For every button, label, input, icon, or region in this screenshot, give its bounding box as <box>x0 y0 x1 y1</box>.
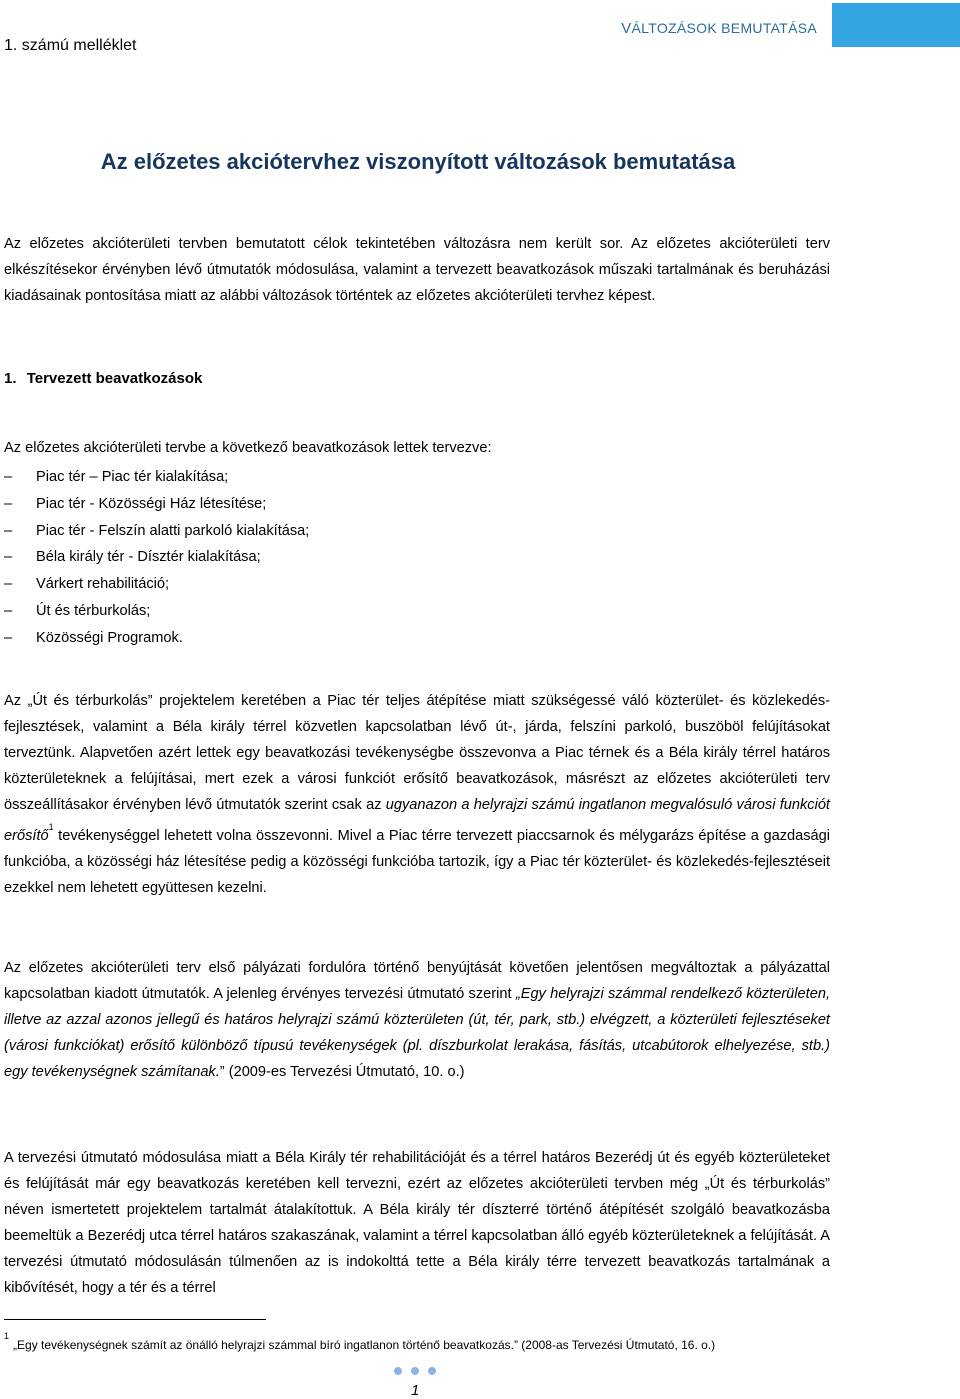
section-title: Tervezett beavatkozások <box>26 370 203 387</box>
list-item: – Közösségi Programok. <box>4 625 309 652</box>
list-item: – Piac tér - Közösségi Ház létesítése; <box>4 491 309 518</box>
dot-icon <box>428 1367 436 1375</box>
section-heading <box>4 370 202 387</box>
paragraph-guidelines-part1: Az előzetes akcióterületi terv első pályázati fordulóra történő benyújtását követően jelentősen megváltoztak a pályázattal kapcsolatban kiadott útmutatók. A jelenleg érvényes tervezési útmutató szerint <box>4 960 830 1002</box>
annex-label: 1. számú melléklet <box>4 37 137 54</box>
footnote-divider <box>4 1319 266 1320</box>
list-intro: Az előzetes akcióterületi tervbe a következő beavatkozások lettek tervezve: <box>4 440 492 456</box>
paragraph-bela-kiraly: A tervezési útmutató módosulása miatt a Béla Király tér rehabilitációját és a térrel határos Bezerédj út és egyéb közterületeket és felújítását már egy beavatkozás keretében kell tervezni, ezért az előzetes akcióterületi tervben még „Út és térburkolás” néven ismertetett projektelem tartalmát átalakítottuk. A Béla király tér díszterré történő átépítését szolgáló beavatkozásba beemeltük a Bezerédj utca térrel határos szakaszának, valamint a térrel kapcsolatban álló egyéb közterületeknek a felújítását. A tervezési útmutató módosulásán túlmenően az is indokolttá tette a Béla király térre tervezett beavatkozás tartalmának a kibővítését, hogy a tér és a térrel <box>4 1150 830 1296</box>
list-item: – Várkert rehabilitáció; <box>4 571 309 598</box>
section-number: 1. <box>4 370 17 387</box>
running-title-initial: V <box>621 20 632 37</box>
paragraph-road-paving <box>4 688 830 901</box>
dot-icon <box>411 1367 419 1375</box>
list-item: – Piac tér – Piac tér kialakítása; <box>4 464 309 491</box>
footnote <box>4 1331 834 1352</box>
footnote-reference[interactable]: 1 <box>48 822 54 832</box>
header-accent-box <box>832 3 960 47</box>
page-dots-decoration <box>394 1367 444 1377</box>
intro-paragraph: Az előzetes akcióterületi tervben bemutatott célok tekintetében változásra nem került sor. Az előzetes akcióterületi terv elkészítésekor érvényben lévő útmutatók módosulása, valamint a tervezett beavatkozások műszaki tartalmának és beruházási kiadásainak pontosítása miatt az alábbi változások történtek az előzetes akcióterületi tervhez képest. <box>4 236 830 304</box>
paragraph-road-paving-italic: ugyanazon a helyrajzi számú ingatlanon megvalósuló városi funkciót erősítő <box>4 797 830 844</box>
running-title-rest: ÁLTOZÁSOK BEMUTATÁSA <box>631 20 817 36</box>
paragraph-guidelines-part2: ” (2009-es Tervezési Útmutató, 10. o.) <box>219 1064 465 1080</box>
list-item: – Béla király tér - Dísztér kialakítása; <box>4 544 309 571</box>
footnote-text: „Egy tevékenységnek számít az önálló helyrajzi számmal bíró ingatlanon történő beavatkozás.” (2008-as Tervezési Útmutató, 16. o.) <box>13 1338 716 1352</box>
paragraph-guidelines-quote: „Egy helyrajzi számmal rendelkező közterületen, illetve az azzal azonos jellegű és határos helyrajzi számú közterületen (út, tér, park, stb.) elvégzett, a közterületi fejlesztéseket (városi funkciókat) erősítő különböző típusú tevékenységek (pl. díszburkolat lerakása, fásítás, utcabútorok elhelyezése, stb.) egy tevékenységnek számítanak. <box>4 986 830 1080</box>
page-number: 1 <box>411 1382 420 1399</box>
footnote-number: 1 <box>4 1331 10 1341</box>
intervention-list <box>4 464 309 652</box>
paragraph-road-paving-part1: Az „Út és térburkolás” projektelem keretében a Piac tér teljes átépítése miatt szükségessé váló közterület- és közlekedés-fejlesztések, valamint a Béla király térrel közvetlen kapcsolatban lévő út-, járda, felszíni parkoló, buszöböl felújításokat terveztünk. Alapvetően azért lettek egy beavatkozási tevékenységbe összevonva a Piac térnek és a Béla király térrel határos közterületeknek a felújításai, mert ezek a városi funkciót erősítő beavatkozások, másrészt az előzetes akcióterületi terv összeállításakor érvényben lévő útmutatók szerint csak az <box>4 693 830 813</box>
running-title <box>621 20 817 37</box>
document-title: Az előzetes akciótervhez viszonyított változások bemutatása <box>100 149 736 174</box>
list-item: – Piac tér - Felszín alatti parkoló kialakítása; <box>4 518 309 545</box>
paragraph-road-paving-part2: tevékenységgel lehetett volna összevonni. Mivel a Piac térre tervezett piaccsarnok és mélygarázs építése a gazdasági funkcióba, a közösségi ház létesítése pedig a közösségi funkcióba tartozik, így a Piac tér közterület- és közlekedés-fejlesztéseit ezekkel nem lehetett együttesen kezelni. <box>4 827 830 896</box>
list-item: – Út és térburkolás; <box>4 598 309 625</box>
paragraph-guidelines <box>4 955 830 1085</box>
dot-icon <box>394 1367 402 1375</box>
page-header <box>0 0 960 70</box>
